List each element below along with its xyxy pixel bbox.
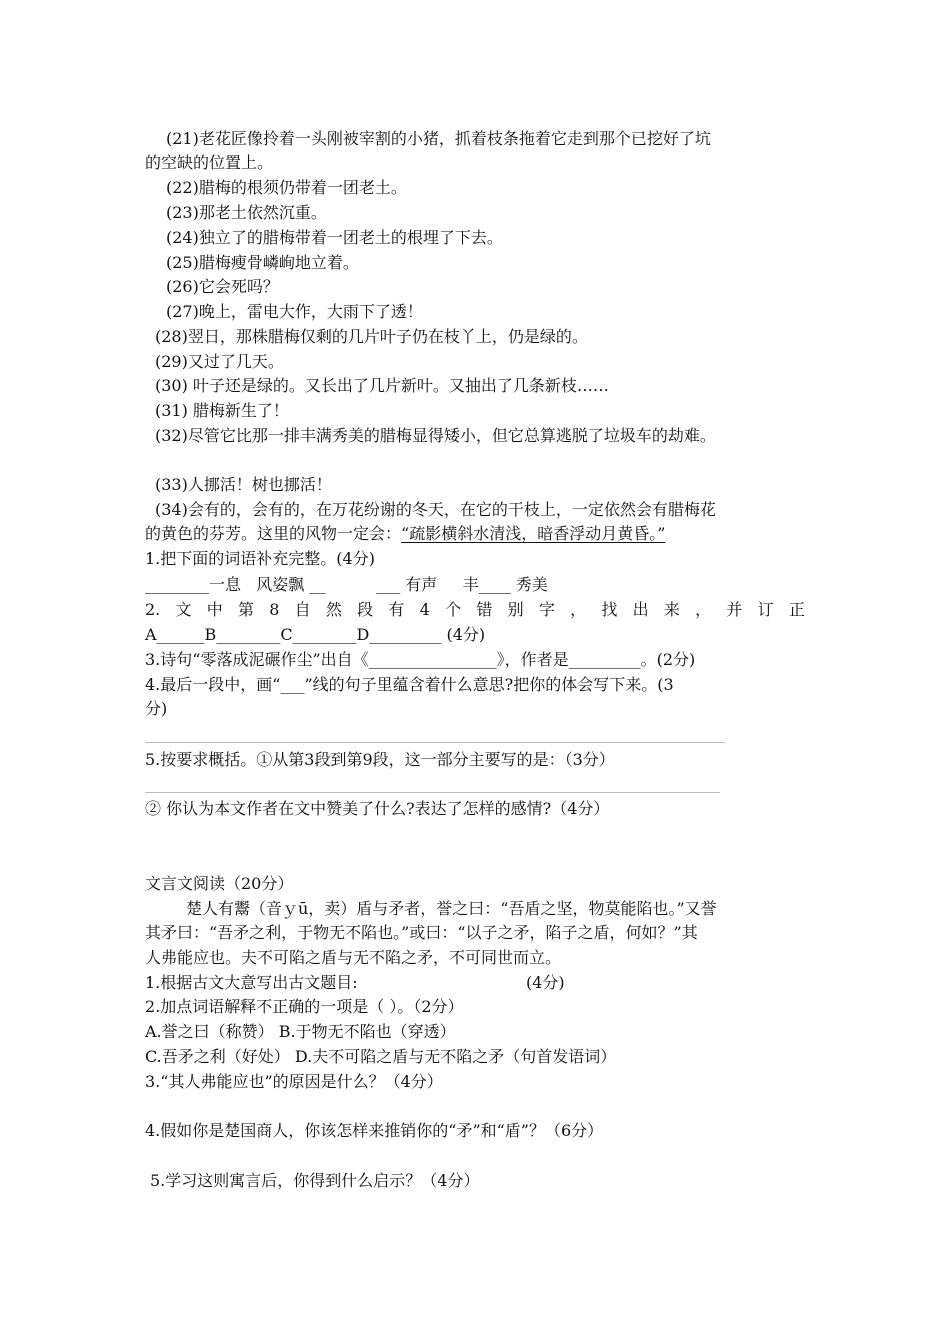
classical-question-1-score: (4分)	[526, 973, 565, 992]
paragraph-23: (23)那老土依然沉重。	[166, 203, 327, 222]
q2-char: 中	[206, 600, 223, 619]
q2-char: 个	[445, 600, 462, 619]
question-2	[145, 599, 805, 621]
q2-char: 8	[269, 600, 280, 619]
question-1-blanks: ________一息 风姿飘 __ ___ 有声 丰____ 秀美	[145, 575, 548, 594]
classical-text-line-3: 人弗能应也。夫不可陷之盾与无不陷之矛，不可同世而立。	[145, 948, 562, 967]
classical-question-1: 1.根据古文大意写出古文题目:	[145, 973, 358, 992]
q2-char: 订	[757, 600, 774, 619]
classical-question-2: 2.加点词语解释不正确的一项是（ ）。（2分）	[145, 997, 464, 1016]
q2-char: 自	[294, 600, 311, 619]
paragraph-32: (32)尽管它比那一排丰满秀美的腊梅显得矮小，但它总算逃脱了垃圾车的劫难。	[155, 426, 716, 445]
q2-char: 找	[601, 600, 618, 619]
paragraph-21-cont: 的空缺的位置上。	[145, 153, 274, 172]
question-3: 3.诗句“零落成泥碾作尘”出自《________________》，作者是_________。(2分)	[145, 650, 696, 669]
question-4-cont: 分)	[145, 699, 168, 718]
q2-char: 文	[175, 600, 192, 619]
paragraph-26: (26)它会死吗？	[166, 277, 279, 296]
q2-char: ，	[695, 600, 712, 619]
classical-question-5: 5.学习这则寓言后，你得到什么启示？（4分）	[150, 1171, 480, 1190]
classical-question-4: 4.假如你是楚国商人，你该怎样来推销你的“矛”和“盾”？（6分）	[145, 1121, 604, 1140]
question-1: 1.把下面的词语补充完整。(4分)	[145, 549, 375, 568]
q2-char: 有	[388, 600, 405, 619]
q2-char: 出	[632, 600, 649, 619]
q2-char: 4	[419, 600, 430, 619]
q2-char: 第	[238, 600, 255, 619]
q2-char: 来	[663, 600, 680, 619]
answer-line-5	[145, 792, 720, 793]
paragraph-21: (21)老花匠像拎着一头刚被宰割的小猪，抓着枝条拖着它走到那个已挖好了坑	[166, 129, 711, 148]
paragraph-27: (27)晚上，雷电大作，大雨下了透！	[166, 302, 423, 321]
paragraph-33: (33)人挪活！树也挪活！	[155, 475, 332, 494]
paragraph-25: (25)腊梅瘦骨嶙峋地立着。	[166, 253, 359, 272]
paragraph-34-cont	[145, 523, 665, 545]
classical-heading: 文言文阅读（20分）	[145, 874, 294, 893]
question-5-part2: ② 你认为本文作者在文中赞美了什么?表达了怎样的感情?（4分）	[145, 799, 610, 818]
q2-char: 然	[325, 600, 342, 619]
paragraph-22: (22)腊梅的根须仍带着一团老土。	[166, 178, 407, 197]
classical-question-2-options-ab: A.誉之曰（称赞） B.于物无不陷也（穿透）	[145, 1022, 456, 1041]
question-2-answers: A______B________C________D_________ (4分)	[145, 625, 486, 644]
question-5: 5.按要求概括。①从第3段到第9段，这一部分主要写的是：（3分）	[145, 750, 615, 769]
classical-question-2-options-cd: C.吾矛之利（好处） D.夫不可陷之盾与无不陷之矛（句首发语词）	[145, 1047, 617, 1066]
underlined-poem-quote: “疏影横斜水清浅，暗香浮动月黄昏。”	[401, 524, 666, 543]
paragraph-24: (24)独立了的腊梅带着一团老土的根埋了下去。	[166, 228, 503, 247]
paragraph-34-prefix: 的黄色的芬芳。这里的风物一定会：	[145, 524, 402, 543]
classical-text-line-1: 楚人有鬻（音ｙū，卖）盾与矛者，誉之曰：“吾盾之坚，物莫能陷也。”又誉	[186, 899, 717, 918]
q2-char: 字	[538, 600, 555, 619]
q2-char: ，	[570, 600, 587, 619]
answer-line-4	[145, 742, 725, 743]
question-4: 4.最后一段中，画“___”线的句子里蕴含着什么意思?把你的体会写下来。(3	[145, 675, 674, 694]
q2-char: 段	[357, 600, 374, 619]
paragraph-31: (31) 腊梅新生了！	[155, 401, 289, 420]
q2-char: 正	[788, 600, 805, 619]
paragraph-28: (28)翌日，那株腊梅仅剩的几片叶子仍在枝丫上，仍是绿的。	[155, 327, 588, 346]
paragraph-34: (34)会有的，会有的，在万花纷谢的冬天，在它的干枝上，一定依然会有腊梅花	[155, 500, 716, 519]
q2-char: 别	[507, 600, 524, 619]
q2-char: 错	[476, 600, 493, 619]
paragraph-30: (30) 叶子还是绿的。又长出了几片新叶。又抽出了几条新枝……	[155, 376, 609, 395]
q2-char: 并	[726, 600, 743, 619]
q2-char: 2.	[145, 600, 161, 619]
classical-question-3: 3.“其人弗能应也”的原因是什么？（4分）	[145, 1072, 443, 1091]
paragraph-29: (29)又过了几天。	[155, 352, 284, 371]
classical-text-line-2: 其矛曰：“吾矛之利，于物无不陷也。”或曰：“以子之矛，陷子之盾，何如？”其	[145, 923, 698, 942]
